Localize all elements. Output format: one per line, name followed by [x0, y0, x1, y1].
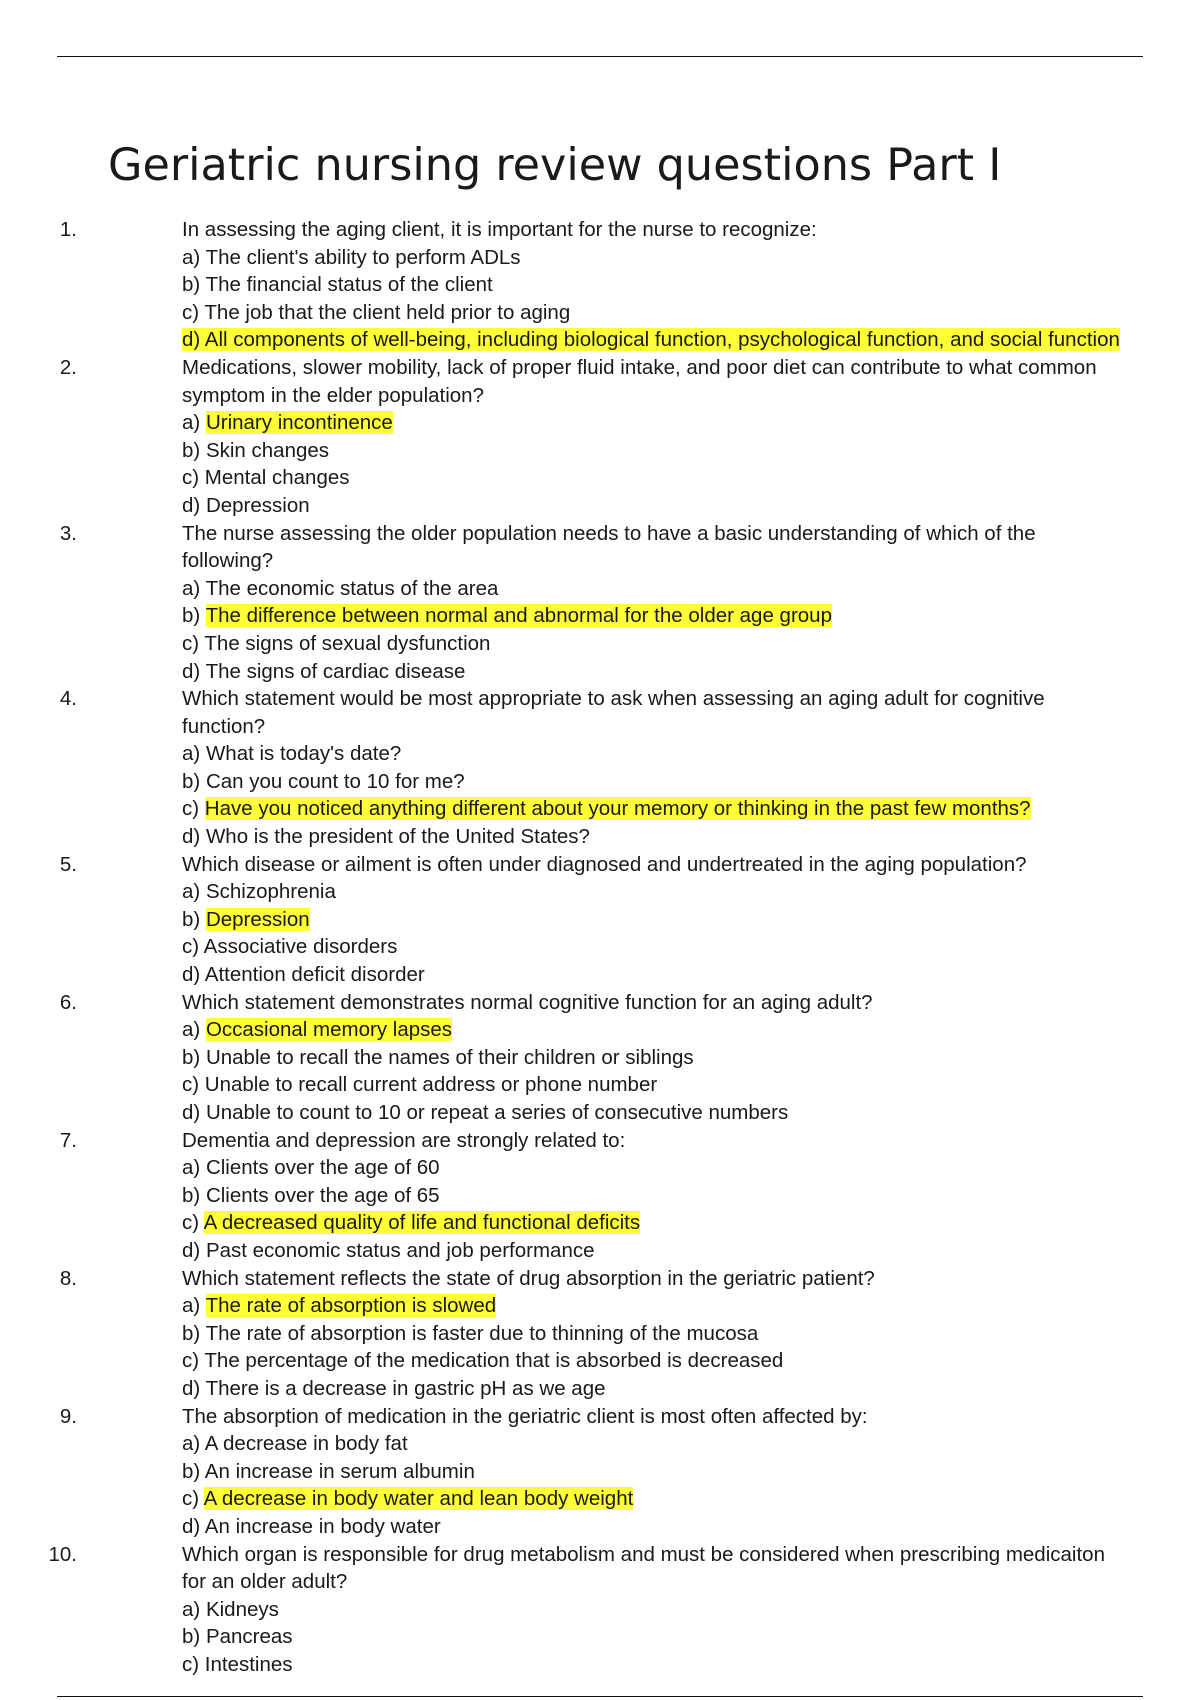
option-text: Who is the president of the United States?: [205, 825, 590, 849]
option-letter: d): [182, 963, 205, 987]
option-letter: a): [182, 1294, 206, 1318]
option-letter: d): [182, 825, 206, 849]
option-text: Past economic status and job performance: [205, 1238, 595, 1262]
question-text: Medications, slower mobility, lack of proper fluid intake, and poor diet can contribute to what common symptom in the elder population?: [182, 355, 1097, 407]
question-text: Which organ is responsible for drug metabolism and must be considered when prescribing medicaiton for an older adult?: [182, 1542, 1105, 1594]
answer-option: [182, 1320, 1122, 1348]
answer-option: [182, 933, 1122, 961]
header-rule: [57, 56, 1143, 57]
option-letter: a): [182, 245, 206, 269]
answer-option: [182, 1347, 1122, 1375]
answer-options: [182, 1430, 1122, 1540]
question-number: 10.: [48, 1542, 77, 1566]
answer-option-correct: [182, 1209, 1122, 1237]
answer-option: [182, 1099, 1122, 1127]
highlighted-answer-text: The rate of absorption is slowed: [205, 1294, 497, 1318]
question-text: In assessing the aging client, it is important for the nurse to recognize:: [182, 218, 817, 241]
question-text: Which statement would be most appropriate to ask when assessing an aging adult for cognitive function?: [182, 687, 1045, 738]
option-text: Skin changes: [205, 438, 330, 462]
answer-option: [182, 244, 1122, 272]
option-text: The rate of absorption is faster due to thinning of the mucosa: [205, 1321, 759, 1345]
option-letter: b): [182, 769, 206, 793]
option-letter: d): [182, 1101, 206, 1124]
answer-option: [182, 823, 1122, 851]
option-text: An increase in body water: [204, 1514, 441, 1538]
question-number: 6.: [59, 990, 77, 1014]
answer-options: [182, 878, 1122, 988]
option-letter: a): [182, 880, 206, 904]
option-text: Associative disorders: [203, 935, 398, 959]
highlighted-answer-text: Depression: [205, 907, 310, 931]
option-letter: d): [182, 1514, 205, 1538]
answer-option: [182, 1596, 1122, 1624]
option-letter: d): [182, 328, 205, 352]
option-text: Mental changes: [204, 466, 350, 490]
answer-option: [182, 271, 1122, 299]
question-number: 1.: [59, 218, 77, 241]
option-letter: b): [182, 1321, 206, 1345]
answer-option: [182, 575, 1122, 603]
answer-option-correct: [182, 409, 1122, 437]
option-letter: b): [182, 1459, 205, 1483]
option-letter: c): [182, 935, 204, 959]
option-text: Unable to recall the names of their children or siblings: [205, 1045, 694, 1069]
answer-option-correct: [182, 1292, 1122, 1320]
question-number: 5.: [59, 852, 77, 876]
option-text: An increase in serum albumin: [204, 1459, 475, 1483]
answer-option: [182, 740, 1122, 768]
option-text: Kidneys: [205, 1597, 279, 1621]
answer-option: [182, 464, 1122, 492]
highlighted-answer-text: A decrease in body water and lean body weight: [203, 1487, 634, 1511]
question-number: 2.: [59, 355, 77, 379]
answer-option-correct: [182, 1485, 1122, 1513]
option-text: The job that the client held prior to aging: [204, 300, 571, 324]
answer-option: [182, 437, 1122, 465]
option-text: Clients over the age of 65: [205, 1183, 440, 1207]
question-text: Which statement reflects the state of drug absorption in the geriatric patient?: [182, 1266, 875, 1290]
option-text: The percentage of the medication that is absorbed is decreased: [204, 1349, 784, 1373]
highlighted-answer-text: The difference between normal and abnormal for the older age group: [205, 604, 832, 628]
question-item: [0, 1541, 1122, 1679]
question-text: The nurse assessing the older population needs to have a basic understanding of which of the following?: [182, 521, 1036, 573]
answer-option: [182, 1375, 1122, 1403]
answer-option: [182, 1237, 1122, 1265]
option-text: The economic status of the area: [205, 576, 499, 600]
option-text: The client's ability to perform ADLs: [205, 245, 521, 269]
question-number: 3.: [59, 521, 77, 545]
question-item: [0, 1127, 1122, 1265]
option-letter: c): [182, 797, 205, 821]
answer-option: [182, 1513, 1122, 1541]
option-letter: a): [182, 1432, 205, 1456]
option-letter: c): [182, 1487, 204, 1511]
highlighted-answer-text: Urinary incontinence: [205, 411, 393, 435]
option-letter: b): [182, 1183, 206, 1207]
question-item: [0, 1403, 1122, 1541]
question-text: Which disease or ailment is often under diagnosed and undertreated in the aging population?: [182, 852, 1027, 876]
option-text: Can you count to 10 for me?: [205, 769, 465, 793]
answer-option: [182, 1154, 1122, 1182]
option-letter: a): [182, 1156, 206, 1180]
question-item: [0, 354, 1122, 520]
option-letter: c): [182, 1349, 205, 1373]
answer-options: [182, 740, 1122, 850]
answer-option: [182, 1182, 1122, 1210]
answer-option: [182, 878, 1122, 906]
option-letter: c): [182, 300, 205, 324]
highlighted-answer-text: Occasional memory lapses: [205, 1018, 453, 1042]
question-item: [0, 1265, 1122, 1403]
option-text: The signs of sexual dysfunction: [204, 631, 491, 655]
answer-option: [182, 1071, 1122, 1099]
option-letter: d): [182, 659, 206, 683]
question-number: 4.: [59, 687, 77, 711]
question-item: [0, 216, 1122, 354]
option-letter: b): [182, 1045, 206, 1069]
answer-option: [182, 1651, 1122, 1679]
answer-option-correct: [182, 602, 1122, 630]
option-text: A decrease in body fat: [204, 1432, 408, 1456]
highlighted-answer-text: Have you noticed anything different about your memory or thinking in the past few months?: [204, 797, 1031, 821]
answer-options: [182, 409, 1122, 519]
option-text: Intestines: [204, 1652, 293, 1676]
answer-option: [182, 1430, 1122, 1458]
highlighted-answer-text: A decreased quality of life and functional deficits: [203, 1211, 641, 1235]
option-letter: b): [182, 1625, 206, 1649]
option-text: Unable to recall current address or phone number: [204, 1073, 658, 1097]
answer-options: [182, 1154, 1122, 1264]
answer-option: [182, 658, 1122, 686]
answer-options: [182, 1292, 1122, 1402]
answer-options: [182, 1596, 1122, 1679]
option-text: Schizophrenia: [205, 880, 336, 904]
answer-option: [182, 492, 1122, 520]
answer-option: [182, 630, 1122, 658]
answer-option-correct: [182, 795, 1122, 823]
question-text: The absorption of medication in the geriatric client is most often affected by:: [182, 1404, 868, 1428]
option-letter: c): [182, 1073, 205, 1097]
option-letter: a): [182, 411, 206, 435]
option-letter: c): [182, 1211, 204, 1235]
question-item: [0, 851, 1122, 989]
option-text: The financial status of the client: [205, 273, 493, 297]
option-letter: b): [182, 604, 206, 628]
answer-options: [182, 575, 1122, 685]
option-text: Pancreas: [205, 1625, 293, 1649]
question-item: [0, 989, 1122, 1127]
option-letter: d): [182, 493, 206, 517]
option-letter: a): [182, 1018, 206, 1042]
option-text: The signs of cardiac disease: [205, 659, 466, 683]
highlighted-answer-text: All components of well-being, including biological function, psychological function, and social function: [204, 328, 1120, 352]
answer-options: [182, 1016, 1122, 1126]
option-letter: d): [182, 1238, 206, 1262]
question-item: [0, 685, 1122, 851]
option-letter: b): [182, 273, 206, 297]
answer-option-correct: [182, 1016, 1122, 1044]
document-title: Geriatric nursing review questions Part I: [108, 140, 1002, 191]
option-letter: c): [182, 631, 205, 655]
question-item: [0, 520, 1122, 686]
option-letter: b): [182, 907, 206, 931]
question-number: 9.: [59, 1404, 77, 1428]
option-letter: c): [182, 466, 205, 490]
option-letter: d): [182, 1376, 206, 1400]
option-text: Attention deficit disorder: [204, 963, 425, 987]
answer-option: [182, 299, 1122, 327]
option-text: What is today's date?: [205, 742, 402, 766]
option-letter: a): [182, 1597, 206, 1621]
answer-option: [182, 1623, 1122, 1651]
answer-option: [182, 1458, 1122, 1486]
option-text: Depression: [205, 493, 310, 517]
question-text: Which statement demonstrates normal cognitive function for an aging adult?: [182, 990, 873, 1014]
option-text: Unable to count to 10 or repeat a series of consecutive numbers: [205, 1101, 789, 1124]
option-text: There is a decrease in gastric pH as we age: [205, 1376, 606, 1400]
footer-rule: [57, 1696, 1143, 1697]
answer-option-correct: [182, 326, 1122, 354]
question-list: [0, 216, 1200, 1678]
option-letter: b): [182, 438, 206, 462]
answer-option: [182, 961, 1122, 989]
option-text: Clients over the age of 60: [205, 1156, 440, 1180]
option-letter: a): [182, 576, 206, 600]
answer-option-correct: [182, 906, 1122, 934]
answer-option: [182, 768, 1122, 796]
question-number: 8.: [59, 1266, 77, 1290]
answer-options: [182, 244, 1122, 354]
option-letter: c): [182, 1652, 205, 1676]
option-letter: a): [182, 742, 206, 766]
question-text: Dementia and depression are strongly related to:: [182, 1128, 626, 1152]
question-number: 7.: [59, 1128, 77, 1152]
answer-option: [182, 1044, 1122, 1072]
